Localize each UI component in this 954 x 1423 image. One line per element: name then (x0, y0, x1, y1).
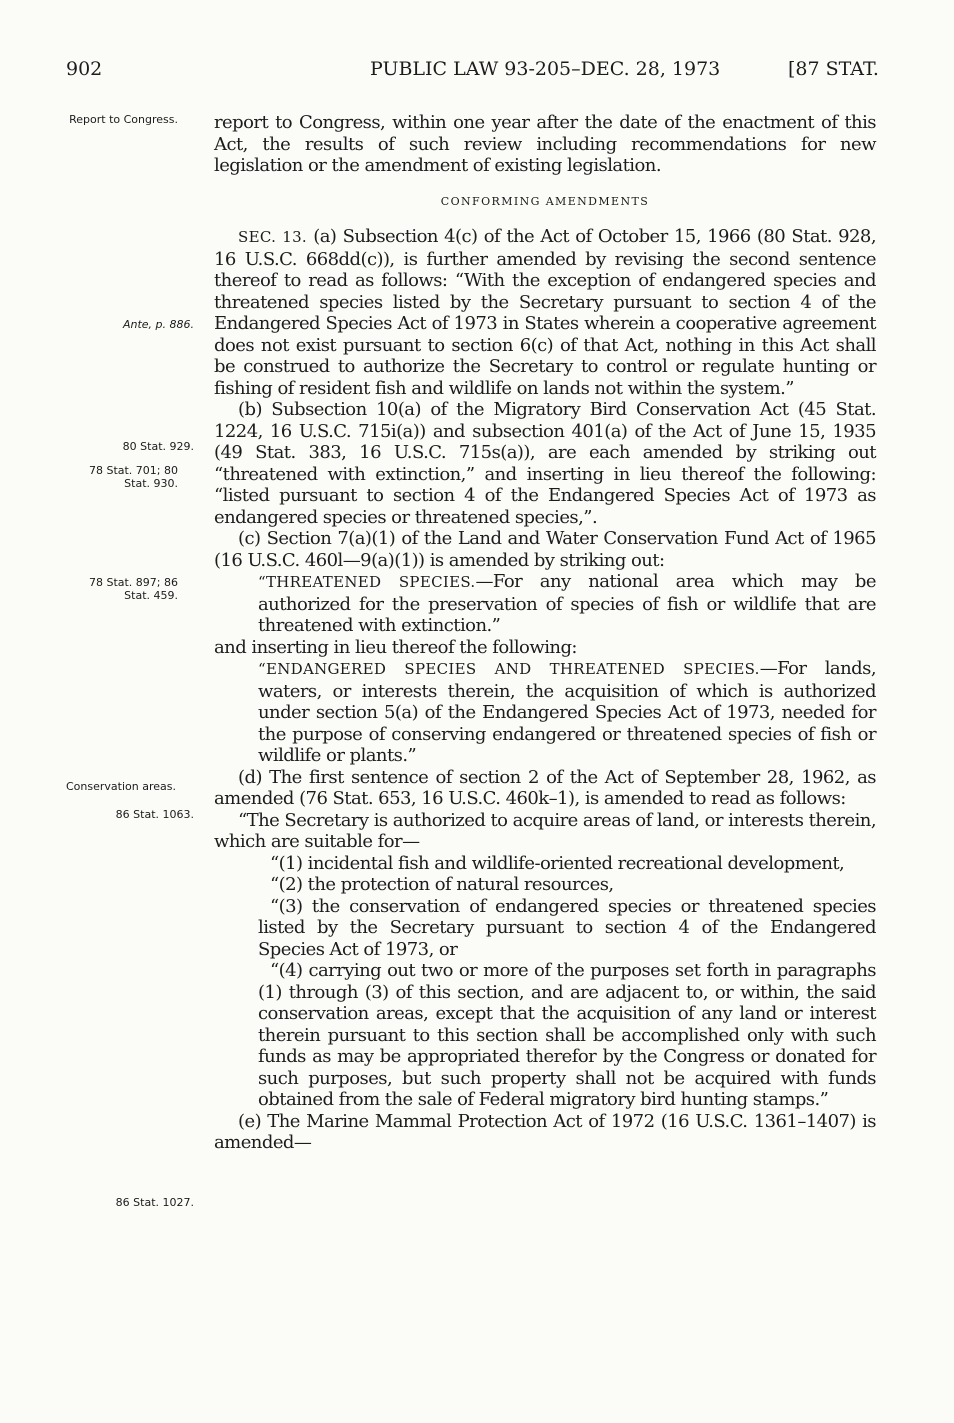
list-item-3: “(3) the conservation of endangered species or threatened species listed by the Secretary pursuant to section 4 of the Endangered Species Act of 1973, or (258, 895, 876, 960)
page-number: 902 (66, 58, 103, 80)
margin-note-86-stat-1027: 86 Stat. 1027. (115, 1196, 194, 1209)
intro-paragraph: report to Congress, within one year after the date of the enactment of this Act, the results of such review including recommendations for new legislation or the amendment of existing legislation. (214, 112, 876, 176)
threatened-species-quote: “THREATENED SPECIES.—For any national area which may be authorized for the preservation of species of fish or wildlife that are threatened with extinction.” (258, 571, 877, 636)
sec-13-a-paragraph: SEC. 13. (a) Subsection 4(c) of the Act of October 15, 1966 (80 Stat. 928, 16 U.S.C. 668dd(c)), is further amended by revising the second sentence thereof to read as follows: “With the exception of endangered species and threatened species listed by the Secretary pursuant to section 4 of the Endangered Species Act of 1973 in States wherein a cooperative agreement does not exist pursuant to section 6(c) of that Act, nothing in this Act shall be construed to authorize the Secretary to control or regulate hunting or fishing of resident fish and wildlife on lands not within the system.” (214, 226, 877, 399)
margin-note-report-to-congress: Report to Congress. (69, 113, 178, 126)
inserting-line: and inserting in lieu thereof the following: (214, 636, 577, 658)
sec-13-e-paragraph: (e) The Marine Mammal Protection Act of 1972 (16 U.S.C. 1361–1407) is amended— (214, 1110, 876, 1153)
sec-13-d-paragraph: (d) The first sentence of section 2 of the Act of September 28, 1962, as amended (76 Stat. 653, 16 U.S.C. 460k–1), is amended to read as follows: (214, 766, 876, 809)
statute-reference: [87 STAT. (788, 58, 879, 80)
margin-note-80-stat-929: 80 Stat. 929. (122, 440, 194, 453)
margin-note-ante: Ante, p. 886. (122, 318, 194, 331)
list-item-1: “(1) incidental fish and wildlife-oriented recreational development, (270, 852, 845, 874)
running-title: PUBLIC LAW 93-205–DEC. 28, 1973 (370, 58, 721, 80)
sec-13-b-paragraph: (b) Subsection 10(a) of the Migratory Bird Conservation Act (45 Stat. 1224, 16 U.S.C. 715i(a)) and subsection 401(a) of the Act of June 15, 1935 (49 Stat. 383, 16 U.S.C. 715s(a)), are each amended by striking out “threatened with extinction,” and inserting in lieu thereof the following: “listed pursuant to section 4 of the Endangered Species Act of 1973 as endangered species or threatened species,”. (214, 399, 876, 528)
margin-note-78-stat-701: 78 Stat. 701; 80 Stat. 930. (88, 464, 178, 490)
sec-13-c-paragraph: (c) Section 7(a)(1) of the Land and Water Conservation Fund Act of 1965 (16 U.S.C. 460l—9(a)(1)) is amended by striking out: (214, 528, 876, 571)
main-text (214, 112, 876, 1154)
endangered-species-quote: “ENDANGERED SPECIES AND THREATENED SPECIES.—For lands, waters, or interests therein, the acquisition of which is authorized under section 5(a) of the Endangered Species Act of 1973, needed for the purpose of conserving endangered or threatened species of fish or wildlife or plants.” (258, 658, 876, 766)
list-item-4: “(4) carrying out two or more of the purposes set forth in paragraphs (1) through (3) of this section, and are adjacent to, or within, the said conservation areas, except that the acquisition of any land or interest therein pursuant to this section shall be accomplished only with such funds as may be appropriated therefor by the Congress or donated for such purposes, but such property shall not be acquired with funds obtained from the sale of Federal migratory bird hunting stamps.” (258, 960, 876, 1110)
section-label: SEC. 13. (238, 228, 308, 246)
margin-note-86-stat-1063: 86 Stat. 1063. (115, 808, 194, 821)
margin-note-conservation-areas: Conservation areas. (66, 780, 176, 793)
section-heading: CONFORMING AMENDMENTS (440, 194, 650, 208)
margin-note-78-stat-897: 78 Stat. 897; 86 Stat. 459. (88, 576, 178, 602)
list-item-2: “(2) the protection of natural resources, (270, 874, 614, 895)
secretary-paragraph: “The Secretary is authorized to acquire areas of land, or interests therein, which are suitable for— (214, 809, 876, 852)
